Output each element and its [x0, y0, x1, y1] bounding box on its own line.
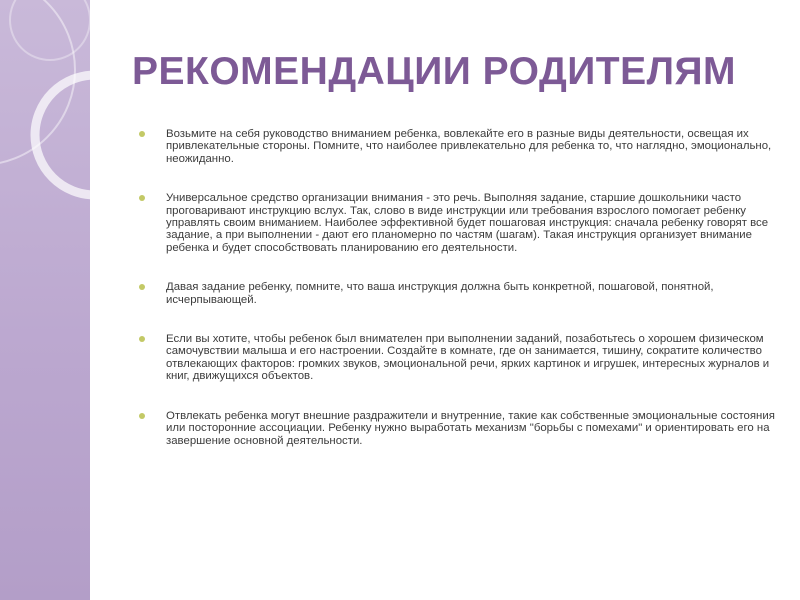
bullet-item [148, 128, 778, 165]
bullet-text: Если вы хотите, чтобы ребенок был внимателен при выполнении заданий, позаботьтесь о хорошем физическом самочувствии малыша и его настроении. Создайте в комнате, где он занимается, тишину, сократите количество отвлекающих факторов: громких звуков, эмоциональной речи, ярких картинок и игрушек, интересных журналов и книг, движущихся объектов. [166, 333, 770, 383]
bullet-item [148, 192, 778, 254]
bullet-item [148, 410, 778, 447]
bullet-item [148, 333, 778, 383]
bullet-dot-icon [139, 131, 145, 137]
decorative-side-panel [0, 0, 90, 600]
bullet-dot-icon [139, 195, 145, 201]
decorative-circles [0, 0, 90, 600]
decorative-circle-medium [35, 75, 90, 195]
bullet-list [148, 128, 778, 474]
bullet-text: Возьмите на себя руководство вниманием ребенка, вовлекайте его в разные виды деятельности, освещая их привлекательные стороны. Помните, что наиболее привлекательно для ребенка то, что наглядно, эмоционально, неожиданно. [166, 128, 772, 165]
decorative-circle-small [10, 0, 90, 60]
bullet-item [148, 281, 778, 306]
bullet-text: Отвлекать ребенка могут внешние раздражители и внутренние, такие как собственные эмоциональные состояния или посторонние ассоциации. Ребенку нужно выработать механизм "борьбы с помехами" и ориентировать его на завершение основной деятельности. [166, 409, 775, 447]
bullet-dot-icon [139, 336, 145, 342]
bullet-text: Универсальное средство организации внимания - это речь. Выполняя задание, старшие дошкольники часто проговаривают инструкцию вслух. Так, слово в виде инструкции или требования взрослого помогает ребенку управлять своим вниманием. Наиболее эффективной будет пошаговая инструкция: сначала ребенку говорят все задание, а при выполнении - дают его планомерно по частям (шагам). Такая инструкция организует внимание ребенка и будет способствовать планированию его деятельности. [166, 192, 769, 254]
slide-title: РЕКОМЕНДАЦИИ РОДИТЕЛЯМ [132, 50, 737, 93]
bullet-text: Давая задание ребенку, помните, что ваша инструкция должна быть конкретной, пошаговой, понятной, исчерпывающей. [166, 281, 714, 306]
bullet-dot-icon [139, 284, 145, 290]
bullet-dot-icon [139, 413, 145, 419]
